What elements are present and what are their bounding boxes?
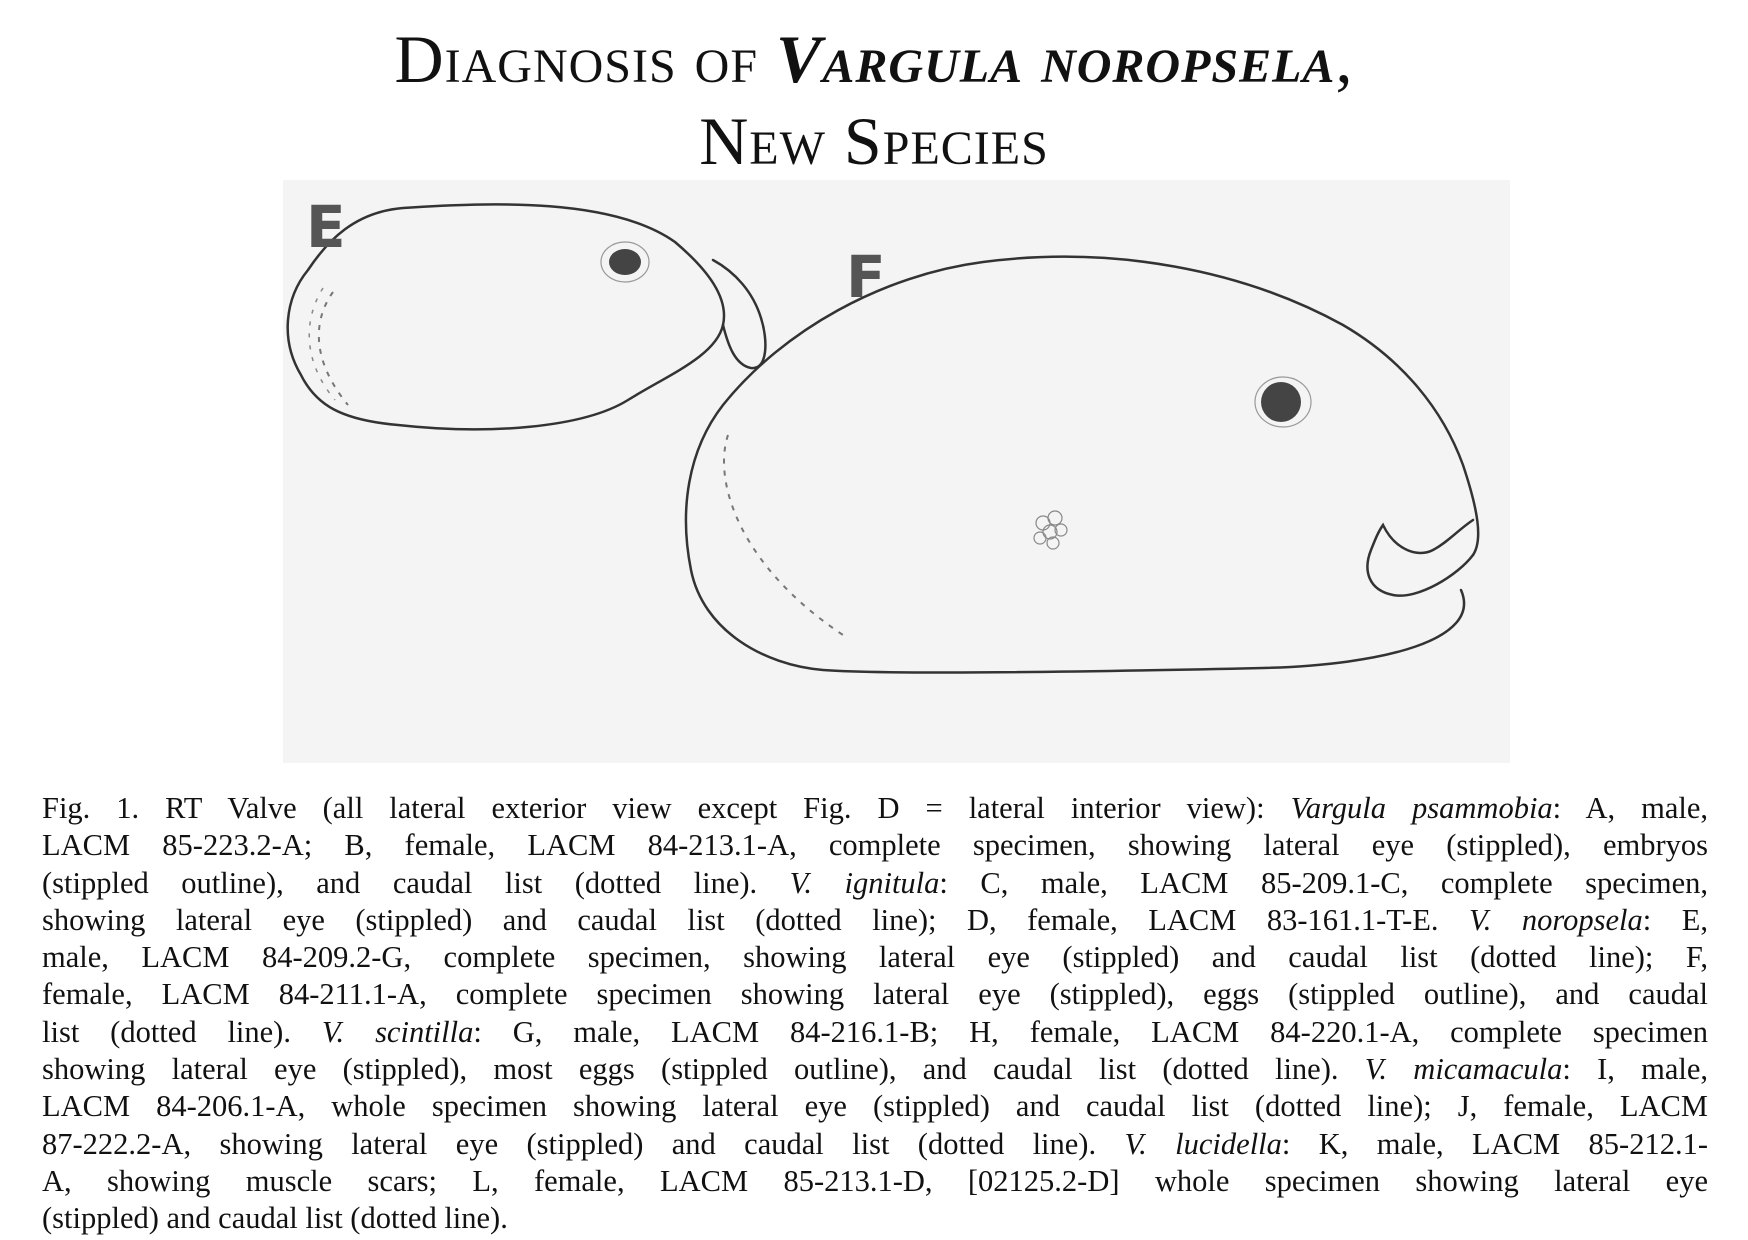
- caption-text: LACM 85-223.2-A; B, female, LACM 84-213.1-A, complete specimen, showing lateral eye (stippled), embryos: [42, 828, 1708, 863]
- caption-text: : E,: [1642, 902, 1708, 937]
- caption-line: [42, 1163, 1708, 1200]
- caption-text: list (dotted line).: [42, 1014, 322, 1049]
- caption-text: showing lateral eye (stippled), most eggs (stippled outline), and caudal list (dotted line).: [42, 1052, 1365, 1087]
- caption-species-name: V. noropsela: [1469, 902, 1643, 937]
- caption-species-name: Vargula psammobia: [1290, 791, 1553, 825]
- specimen-f-lateral-eye: [1261, 382, 1301, 422]
- caption-line: [42, 902, 1708, 939]
- caption-text: : G, male, LACM 84-216.1-B; H, female, LACM 84-220.1-A, complete specimen: [473, 1014, 1708, 1049]
- caption-text: A, showing muscle scars; L, female, LACM 85-213.1-D, [02125.2-D] whole specimen showing lateral eye: [42, 1163, 1708, 1198]
- caption-line: [42, 827, 1708, 864]
- caption-text: female, LACM 84-211.1-A, complete specimen showing lateral eye (stippled), eggs (stippled outline), and caudal: [42, 977, 1708, 1012]
- caption-line: [42, 1126, 1708, 1163]
- figure-background: [283, 180, 1510, 763]
- caption-line: [42, 1014, 1708, 1051]
- figure-panel: [283, 180, 1510, 763]
- caption-text: 87-222.2-A, showing lateral eye (stippled) and caudal list (dotted line).: [42, 1126, 1125, 1161]
- caption-text: LACM 84-206.1-A, whole specimen showing lateral eye (stippled) and caudal list (dotted line); J, female, LACM: [42, 1089, 1708, 1124]
- caption-species-name: V. scintilla: [321, 1014, 474, 1049]
- title-comma: ,: [1335, 21, 1354, 97]
- specimen-e-lateral-eye: [609, 249, 641, 275]
- caption-text: showing lateral eye (stippled) and caudal list (dotted line); D, female, LACM 83-161.1-T-E.: [42, 902, 1470, 937]
- caption-text: (stippled) and caudal list (dotted line).: [42, 1201, 508, 1236]
- caption-text: Fig. 1. RT Valve (all lateral exterior view except Fig. D = lateral interior view):: [42, 791, 1291, 825]
- caption-text: : C, male, LACM 85-209.1-C, complete specimen,: [939, 865, 1708, 900]
- caption-species-name: V. lucidella: [1124, 1126, 1282, 1161]
- panel-label-e: E: [306, 193, 346, 261]
- title-line-2: New Species: [699, 103, 1049, 179]
- caption-line: [42, 939, 1708, 976]
- caption-line: [42, 976, 1708, 1013]
- caption-species-name: V. ignitula: [789, 865, 940, 900]
- caption-text: male, LACM 84-209.2-G, complete specimen, showing lateral eye (stippled) and caudal list (dotted line); F,: [42, 940, 1708, 975]
- caption-species-name: V. micamacula: [1364, 1052, 1563, 1087]
- caption-line: [42, 1088, 1708, 1125]
- panel-label-f: F: [846, 243, 886, 311]
- title-prefix: Diagnosis of: [394, 21, 759, 97]
- paper-title: [0, 18, 1748, 182]
- caption-line: [42, 1051, 1708, 1088]
- caption-text: : I, male,: [1562, 1052, 1708, 1087]
- title-line-1: [0, 18, 1748, 100]
- caption-line: [42, 1200, 1708, 1237]
- caption-text: : A, male,: [1552, 791, 1709, 825]
- figure-illustration: [283, 180, 1510, 763]
- caption-line: [42, 865, 1708, 902]
- title-species-name: Vargula noropsela: [776, 21, 1336, 97]
- caption-text: (stippled outline), and caudal list (dotted line).: [42, 865, 790, 900]
- caption-line: [42, 790, 1708, 827]
- figure-caption: [42, 790, 1708, 1238]
- caption-text: : K, male, LACM 85-212.1-: [1281, 1126, 1708, 1161]
